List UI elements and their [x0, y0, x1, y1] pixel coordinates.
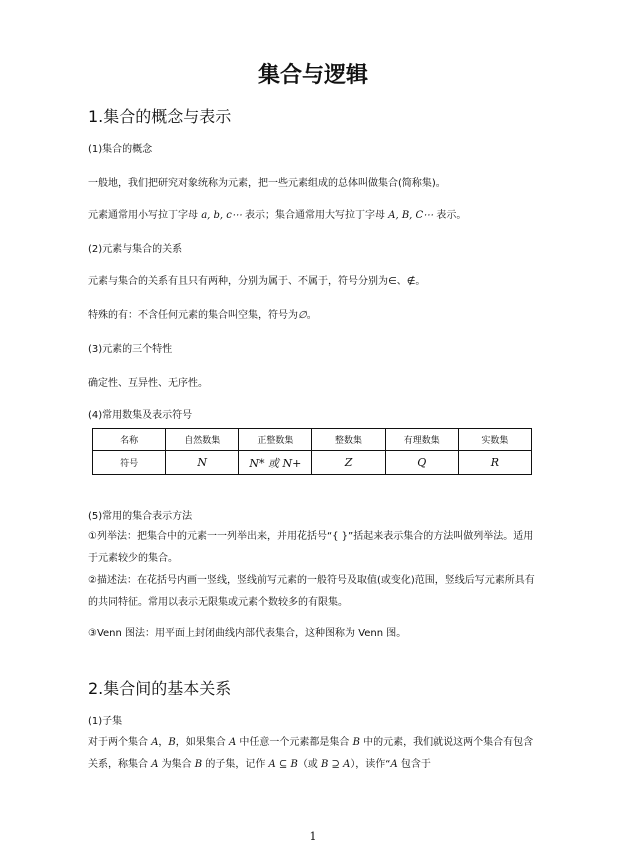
- subset-text: 对于两个集合: [88, 737, 152, 748]
- notation-text-3: 表示。: [433, 210, 467, 221]
- lowercase-symbols: a, b, c⋯: [201, 210, 242, 221]
- subset-symbol: A ⊆ B: [268, 759, 298, 770]
- paragraph-venn-method: ③Venn 图法：用平面上封闭曲线内部代表集合，这种图称为 Venn 图。: [88, 628, 407, 639]
- subset-text: 的子集，记作: [202, 759, 269, 770]
- table-header-cell: 正整数集: [239, 429, 312, 451]
- notation-text-1: 元素通常用小写拉丁字母: [88, 210, 202, 221]
- paragraph-roster-method: ①列举法：把集合中的元素一一列举出来，并用花括号“{ }”括起来表示集合的方法叫做列举法。适用于元素较少的集合。: [88, 531, 534, 564]
- subheading-number-sets: (4)常用数集及表示符号: [88, 410, 193, 421]
- section-2-heading: 2.集合间的基本关系: [88, 679, 232, 698]
- uppercase-symbols: A, B, C⋯: [388, 210, 434, 221]
- table-cell: Z: [312, 451, 385, 475]
- paragraph-description-method: ②描述法：在花括号内画一竖线，竖线前写元素的一般符号及取值(或变化)范围，竖线后写元素所具有的共同特征。常用以表示无限集或元素个数较多的有限集。: [88, 575, 535, 608]
- table-header-cell: 名称: [93, 429, 166, 451]
- subset-text: 为集合: [158, 759, 195, 770]
- notation-text-2: 表示；集合通常用大写拉丁字母: [241, 210, 389, 221]
- set-a-symbol: A: [151, 737, 159, 748]
- page-number: 1: [309, 830, 317, 843]
- table-row: [93, 451, 532, 475]
- subheading-properties: (3)元素的三个特性: [88, 344, 173, 355]
- subset-text: （或: [297, 759, 321, 770]
- set-a-symbol: A: [228, 737, 237, 748]
- paragraph-membership: 元素与集合的关系有且只有两种，分别为属于、不属于，符号分别为∈、∉。: [88, 276, 426, 287]
- table-header-cell: 有理数集: [385, 429, 458, 451]
- paragraph-empty-set: [88, 306, 317, 321]
- section-1-heading: 1.集合的概念与表示: [88, 107, 232, 126]
- set-b-symbol: B: [352, 737, 360, 748]
- set-a-symbol: A: [151, 759, 159, 770]
- subheading-concept: (1)集合的概念: [88, 144, 153, 155]
- table-cell: N* 或 N+: [239, 451, 312, 475]
- page-title: 集合与逻辑: [257, 63, 368, 88]
- set-b-symbol: B: [168, 737, 176, 748]
- table-header-row: [93, 429, 532, 451]
- subset-text: 包含于: [397, 759, 431, 770]
- table-header-cell: 实数集: [458, 429, 531, 451]
- set-b-symbol: B: [194, 759, 203, 770]
- subheading-membership: (2)元素与集合的关系: [88, 244, 183, 255]
- subheading-subset: (1)子集: [88, 716, 123, 727]
- subset-text: 中任意一个元素都是集合: [236, 737, 353, 748]
- table-row-label: 符号: [93, 451, 166, 475]
- subheading-representation: (5)常用的集合表示方法: [88, 511, 193, 522]
- superset-symbol: B ⊇ A: [321, 759, 351, 770]
- empty-set-symbol: ∅: [298, 310, 307, 321]
- empty-set-period: 。: [306, 310, 317, 321]
- subset-text: ），读作“: [350, 759, 391, 770]
- table-header-cell: 整数集: [312, 429, 385, 451]
- number-sets-table: [92, 428, 532, 475]
- paragraph-set-definition: 一般地，我们把研究对象统称为元素，把一些元素组成的总体叫做集合(简称集)。: [88, 178, 446, 189]
- subset-text: ，如果集合: [175, 737, 229, 748]
- subset-text: ，: [158, 737, 169, 748]
- table-header-cell: 自然数集: [166, 429, 239, 451]
- paragraph-properties: 确定性、互异性、无序性。: [88, 378, 208, 389]
- empty-set-text: 特殊的有：不含任何元素的集合叫空集，符号为: [88, 310, 298, 321]
- paragraph-notation: [88, 206, 466, 221]
- table-cell: R: [458, 451, 531, 475]
- table-cell: N: [166, 451, 239, 475]
- paragraph-subset-definition: [88, 732, 538, 776]
- table-cell: Q: [385, 451, 458, 475]
- set-a-symbol: A: [390, 759, 398, 770]
- subset-text: 中的元素，我们就说这两个集合有包含关系，称集合: [88, 737, 534, 770]
